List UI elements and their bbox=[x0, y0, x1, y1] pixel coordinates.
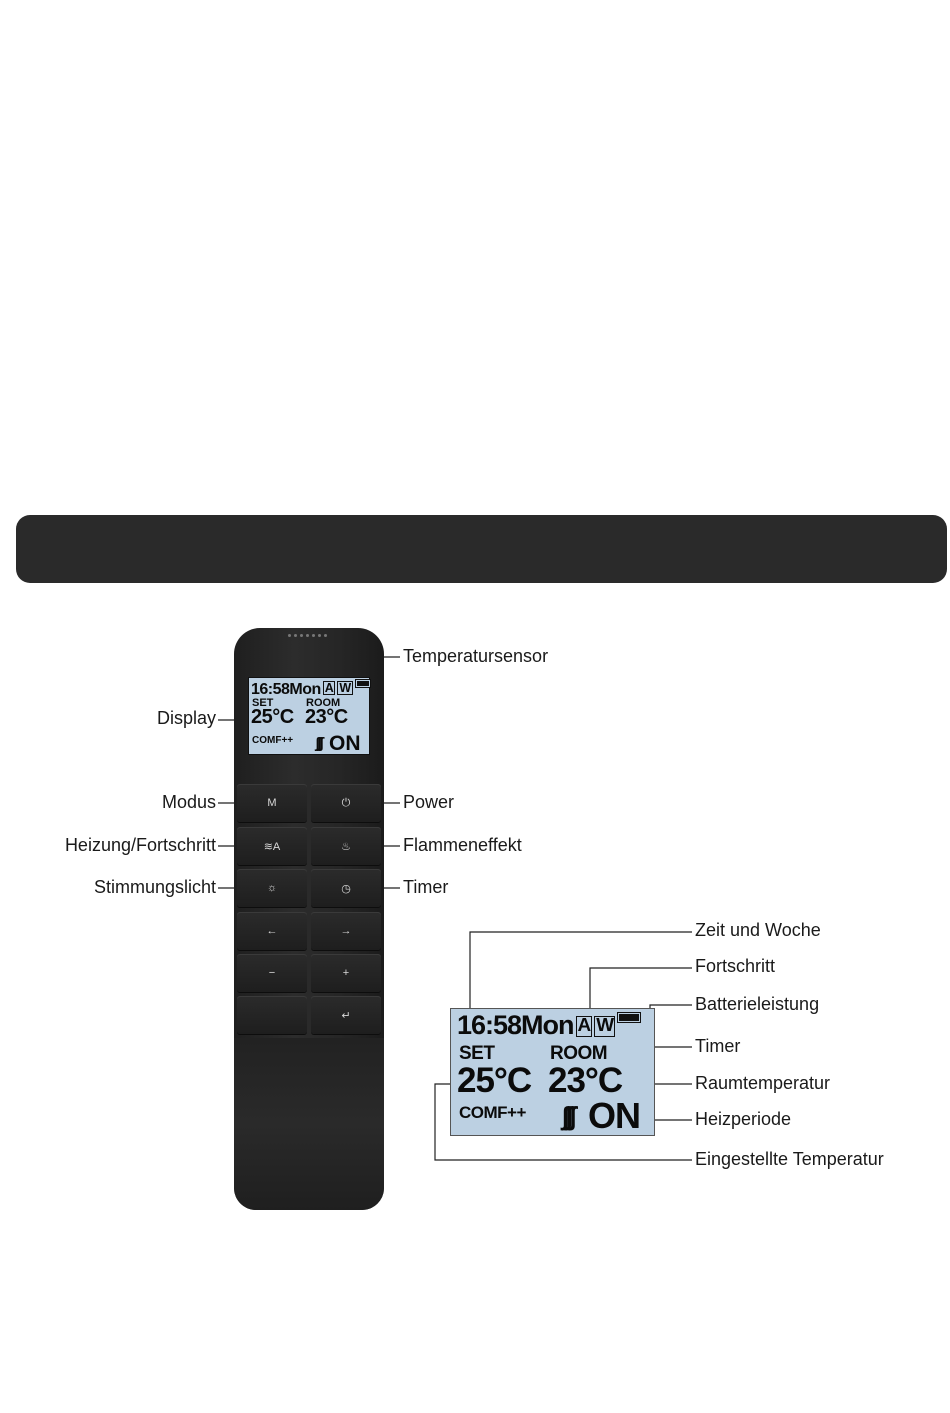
enter-button[interactable]: ↵ bbox=[311, 996, 381, 1034]
label-temperature-sensor: Temperatursensor bbox=[403, 646, 549, 666]
detail-battery-icon bbox=[617, 1012, 641, 1023]
detail-time-week-value: 16:58Mon bbox=[457, 1010, 574, 1040]
timer-w-icon: W bbox=[339, 681, 351, 695]
remote-display bbox=[248, 677, 370, 755]
detail-room-label: ROOM bbox=[550, 1043, 608, 1064]
progress-a-icon: A bbox=[324, 681, 334, 695]
room-label: ROOM bbox=[306, 697, 341, 709]
label-time-week: Zeit und Woche bbox=[695, 920, 821, 940]
set-label: SET bbox=[252, 697, 274, 709]
label-heating-progress: Heizung/Fortschritt bbox=[64, 835, 216, 855]
detail-set-label: SET bbox=[459, 1043, 495, 1064]
label-progress: Fortschritt bbox=[695, 956, 776, 976]
timer-button[interactable]: ◷ bbox=[311, 869, 381, 907]
label-flame-effect: Flammeneffekt bbox=[403, 835, 522, 855]
label-display: Display bbox=[156, 708, 216, 728]
battery-icon bbox=[355, 679, 371, 688]
line-battery bbox=[650, 1005, 692, 1012]
heat-status-value: ON bbox=[329, 732, 361, 755]
right-button[interactable]: → bbox=[311, 912, 381, 950]
detail-progress-a-icon: A bbox=[577, 1015, 591, 1036]
time-week-value: 16:58Mon bbox=[251, 681, 321, 698]
power-button[interactable]: ⏻ bbox=[311, 784, 381, 822]
detail-set-temperature-value: 25°C bbox=[457, 1061, 532, 1100]
label-modus: Modus bbox=[161, 792, 216, 812]
remote-control bbox=[234, 628, 384, 1210]
detail-room-temperature-value: 23°C bbox=[548, 1061, 623, 1100]
label-heating-period: Heizperiode bbox=[695, 1109, 792, 1129]
label-timer2: Timer bbox=[695, 1036, 741, 1056]
remote-lower-body bbox=[234, 1038, 384, 1210]
heat-button[interactable]: ≋A bbox=[237, 827, 307, 865]
left-button[interactable]: ← bbox=[237, 912, 307, 950]
mode-value: COMF++ bbox=[252, 735, 294, 746]
label-mood-light: Stimmungslicht bbox=[93, 877, 216, 897]
detail-timer-w-icon: W bbox=[596, 1015, 614, 1036]
plus-button[interactable]: + bbox=[311, 954, 381, 992]
flame-button[interactable]: ♨ bbox=[311, 827, 381, 865]
mood-light-button[interactable]: ☼ bbox=[237, 869, 307, 907]
detail-mode-value: COMF++ bbox=[459, 1103, 526, 1122]
mode-button[interactable]: M bbox=[237, 784, 307, 822]
label-set-temperature: Eingestellte Temperatur bbox=[695, 1149, 884, 1169]
label-timer: Timer bbox=[403, 877, 449, 897]
detail-heat-status-value: ON bbox=[588, 1095, 640, 1136]
label-room-temperature: Raumtemperatur bbox=[695, 1073, 831, 1093]
set-temperature-value: 25°C bbox=[251, 706, 294, 728]
display-detail bbox=[450, 1008, 655, 1136]
blank-button[interactable] bbox=[237, 996, 307, 1034]
label-power: Power bbox=[403, 792, 455, 812]
temperature-sensor-grille bbox=[288, 634, 327, 637]
label-battery: Batterieleistung bbox=[695, 994, 820, 1014]
room-temperature-value: 23°C bbox=[305, 706, 348, 728]
heat-wave-icon: ʃʃʃ bbox=[315, 735, 321, 752]
line-time-week bbox=[470, 932, 692, 1012]
minus-button[interactable]: − bbox=[237, 954, 307, 992]
detail-heat-wave-icon: ʃʃʃ bbox=[561, 1101, 572, 1131]
